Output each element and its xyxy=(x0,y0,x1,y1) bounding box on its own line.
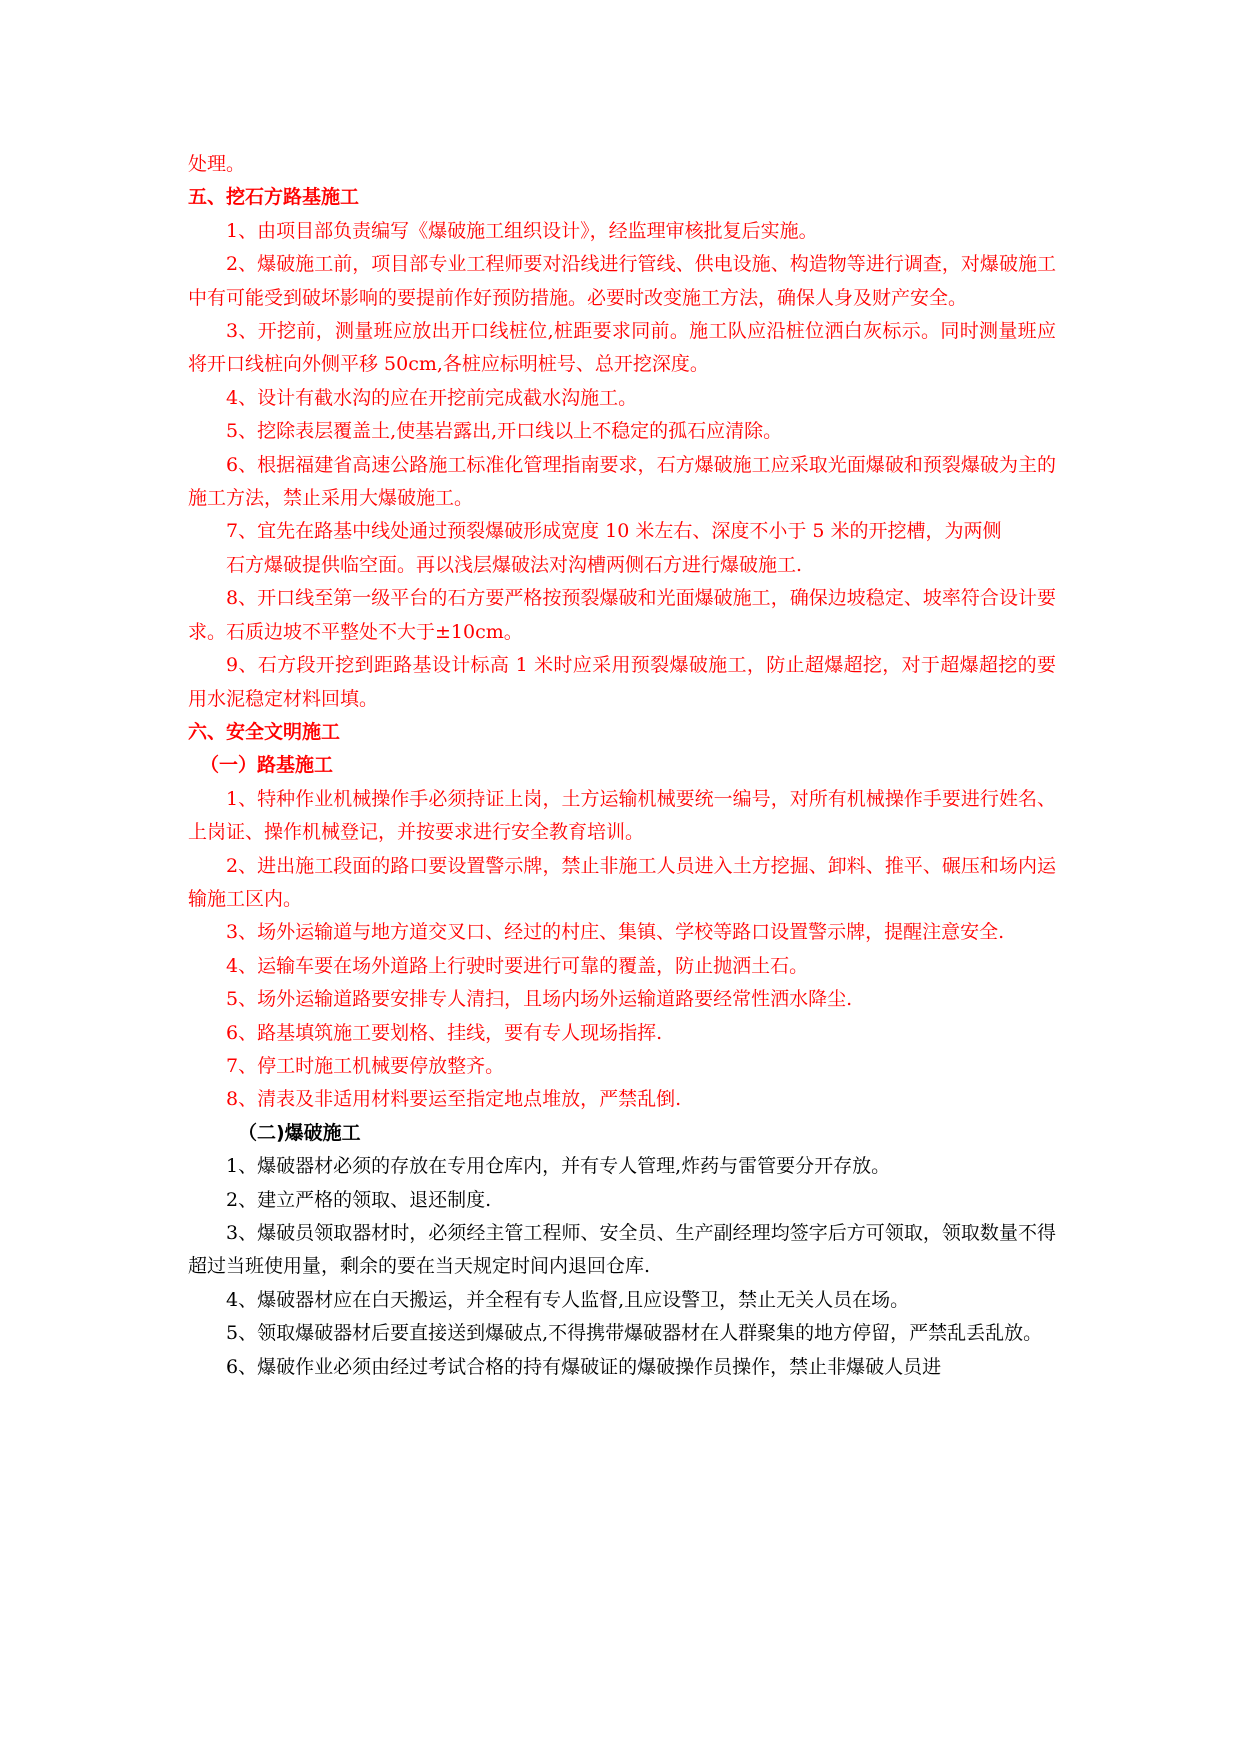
roadbed-item: 4、运输车要在场外道路上行驶时要进行可靠的覆盖，防止抛洒土石。 xyxy=(226,954,809,977)
blasting-item: 3、爆破员领取器材时，必须经主管工程师、安全员、生产副经理均签字后方可领取，领取数量不得超过当班使用量，剩余的要在当天规定时间内退回仓库. xyxy=(188,1222,1056,1278)
roadbed-item: 3、场外运输道与地方道交叉口、经过的村庄、集镇、学校等路口设置警示牌，提醒注意安全. xyxy=(226,921,1005,944)
roadbed-item: 8、清表及非适用材料要运至指定地点堆放，严禁乱倒. xyxy=(226,1088,682,1111)
section-5-item: 5、挖除表层覆盖土,使基岩露出,开口线以上不稳定的孤石应清除。 xyxy=(226,420,783,443)
blasting-item: 1、爆破器材必须的存放在专用仓库内，并有专人管理,炸药与雷管要分开存放。 xyxy=(226,1155,891,1178)
section-5-item: 6、根据福建省高速公路施工标准化管理指南要求，石方爆破施工应采取光面爆破和预裂爆破为主的施工方法，禁止采用大爆破施工。 xyxy=(188,453,1056,510)
subsection-blasting-heading: （二)爆破施工 xyxy=(238,1121,361,1144)
document-page xyxy=(188,148,1056,1384)
section-5-item: 2、爆破施工前，项目部专业工程师要对沿线进行管线、供电设施、构造物等进行调查，对爆破施工中有可能受到破坏影响的要提前作好预防措施。必要时改变施工方法，确保人身及财产安全。 xyxy=(188,253,1056,309)
section-5-item: 4、设计有截水沟的应在开挖前完成截水沟施工。 xyxy=(226,386,638,409)
blasting-item: 4、爆破器材应在白天搬运，并全程有专人监督,且应设警卫，禁止无关人员在场。 xyxy=(226,1288,910,1311)
subsection-roadbed-heading: （一）路基施工 xyxy=(200,754,334,777)
section-5-item: 1、由项目部负责编写《爆破施工组织设计》，经监理审核批复后实施。 xyxy=(226,219,818,242)
roadbed-item: 6、路基填筑施工要划格、挂线，要有专人现场指挥. xyxy=(226,1021,663,1044)
roadbed-item: 1、特种作业机械操作手必须持证上岗，土方运输机械要统一编号，对所有机械操作手要进行姓名、上岗证、操作机械登记，并按要求进行安全教育培训。 xyxy=(188,787,1056,844)
section-5-item: 8、开口线至第一级平台的石方要严格按预裂爆破和光面爆破施工，确保边坡稳定、坡率符合设计要求。石质边坡不平整处不大于±10cm。 xyxy=(188,587,1056,643)
blasting-item: 6、爆破作业必须由经过考试合格的持有爆破证的爆破操作员操作，禁止非爆破人员进 xyxy=(226,1355,942,1378)
blasting-item: 2、建立严格的领取、退还制度. xyxy=(226,1188,492,1211)
lead-text: 处理。 xyxy=(188,153,246,175)
roadbed-item: 5、场外运输道路要安排专人清扫，且场内场外运输道路要经常性洒水降尘. xyxy=(226,988,853,1011)
section-5-item: 7、宜先在路基中线处通过预裂爆破形成宽度 10 米左右、深度不小于 5 米的开挖槽，为两侧 xyxy=(226,520,1002,543)
roadbed-item: 2、进出施工段面的路口要设置警示牌，禁止非施工人员进入土方挖掘、卸料、推平、碾压和场内运输施工区内。 xyxy=(188,854,1056,910)
blasting-item: 5、领取爆破器材后要直接送到爆破点,不得携带爆破器材在人群聚集的地方停留，严禁乱丢乱放。 xyxy=(226,1322,1043,1345)
section-5-heading: 五、挖石方路基施工 xyxy=(188,186,360,209)
section-5-item: 石方爆破提供临空面。再以浅层爆破法对沟槽两侧石方进行爆破施工. xyxy=(226,553,803,576)
section-6-heading: 六、安全文明施工 xyxy=(188,720,341,743)
roadbed-item: 7、停工时施工机械要停放整齐。 xyxy=(226,1054,505,1077)
section-5-item: 3、开挖前，测量班应放出开口线桩位,桩距要求同前。施工队应沿桩位洒白灰标示。同时测量班应将开口线桩向外侧平移 50cm,各桩应标明桩号、总开挖深度。 xyxy=(188,320,1056,376)
section-5-item: 9、石方段开挖到距路基设计标高 1 米时应采用预裂爆破施工，防止超爆超挖，对于超爆超挖的要用水泥稳定材料回填。 xyxy=(188,654,1056,710)
